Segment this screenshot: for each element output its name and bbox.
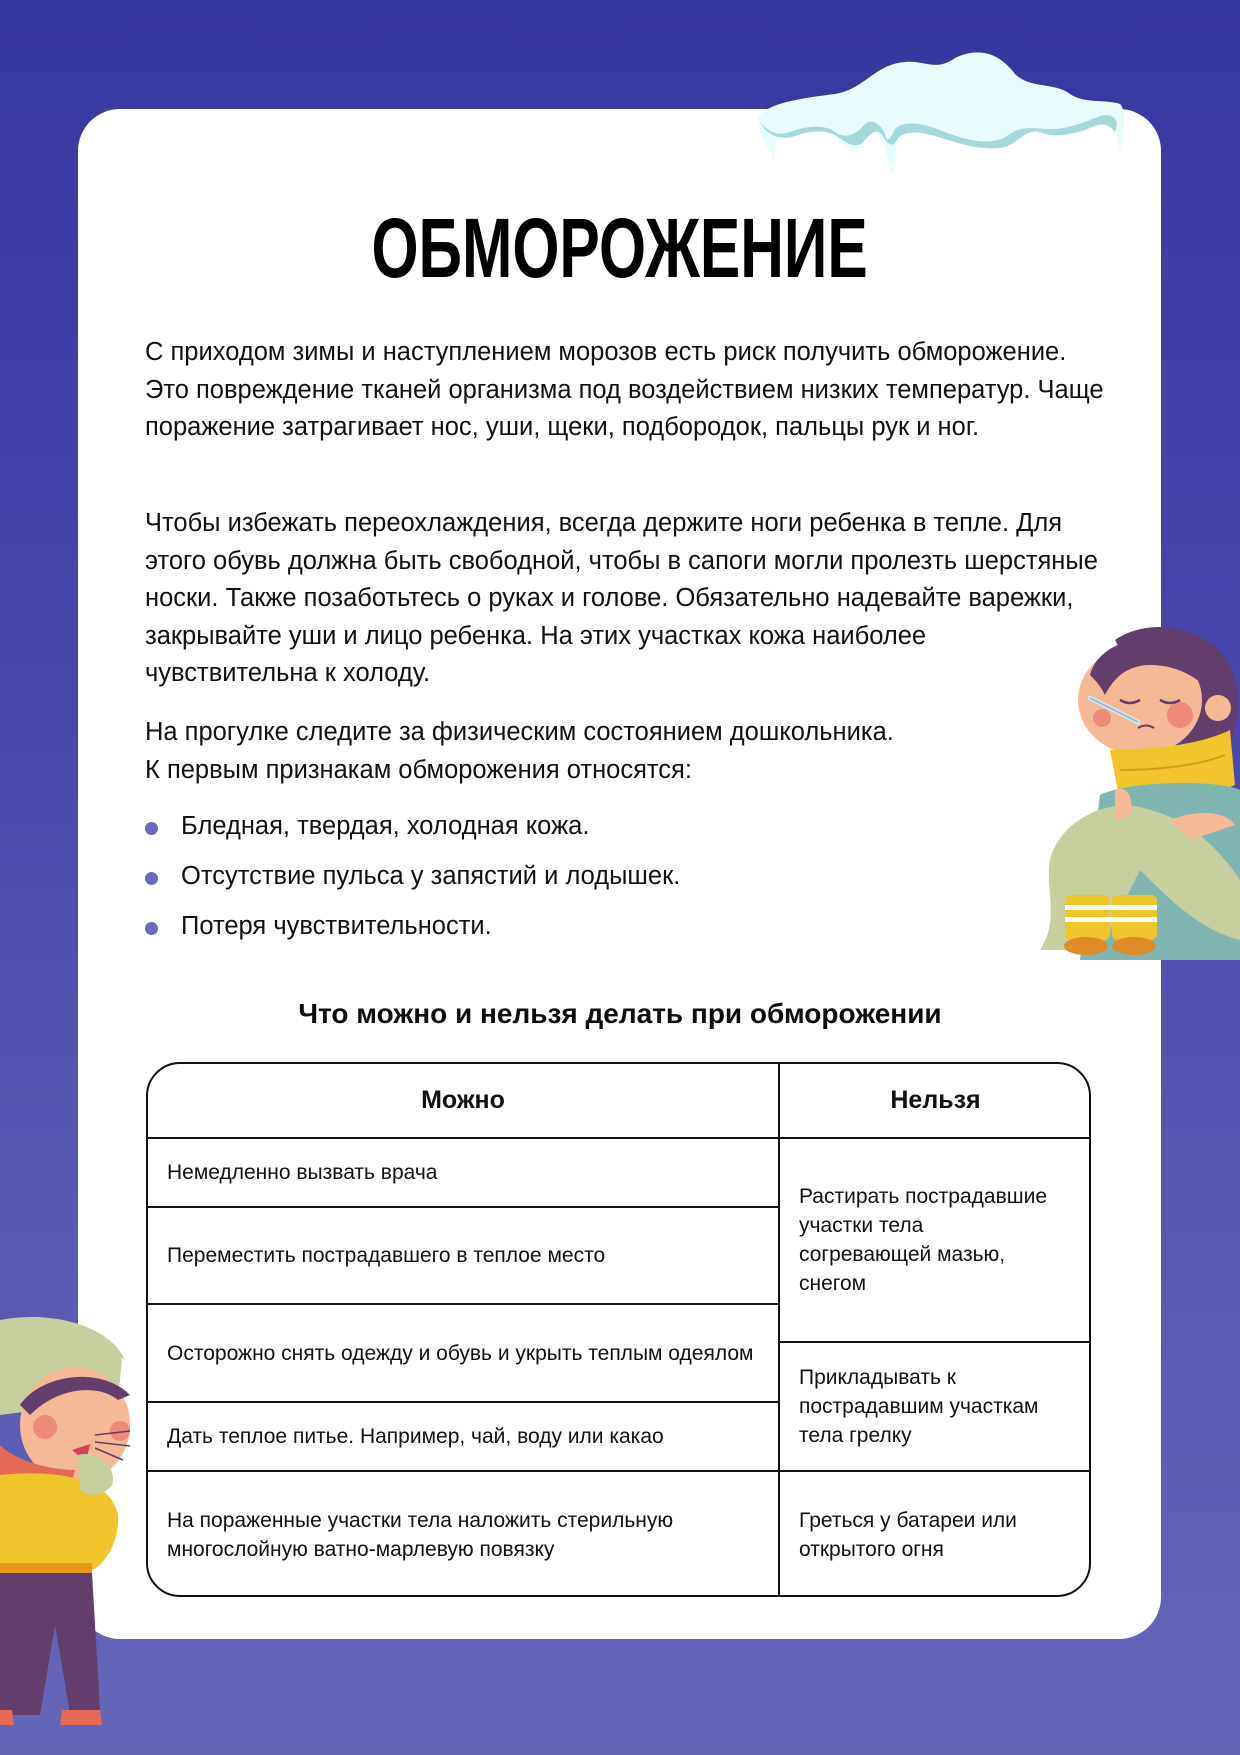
coughing-boy-illustration-icon xyxy=(0,1305,150,1755)
header-can: Можно xyxy=(421,1086,505,1114)
bullet-dot-icon xyxy=(145,922,158,935)
table-cell-cannot: Растирать пострадавшие участки тела согревающей мазью, снегом xyxy=(799,1185,1048,1295)
paragraph-symptoms-intro xyxy=(145,714,1105,789)
paragraph-intro: С приходом зимы и наступлением морозов есть риск получить обморожение. Это повреждение тканей организма под воздействием низких температур. Чаще поражение затрагивает нос, уши, щеки, подбородок, пальцы рук и ног. xyxy=(145,338,1104,442)
header-cannot: Нельзя xyxy=(890,1086,981,1114)
table-cell-cannot: Прикладывать к пострадавшим участкам тела грелку xyxy=(799,1366,1039,1447)
page-title: ОБМОРОЖЕНИЕ xyxy=(371,201,869,295)
title-container xyxy=(0,200,1240,296)
symptom-text: Отсутствие пульса у запястий и лодышек. xyxy=(181,862,681,890)
list-item xyxy=(145,858,1045,908)
table-cell-can: Осторожно снять одежду и обувь и укрыть теплым одеялом xyxy=(167,1341,754,1365)
snow-cap-icon xyxy=(755,44,1127,174)
table-cell-cannot: Греться у батареи или открытого огня xyxy=(799,1508,1017,1561)
paragraph-prevention: Чтобы избежать переохлаждения, всегда держите ноги ребенка в тепле. Для этого обувь должна быть свободной, чтобы в сапоги могли пролезть шерстяные носки. Также позаботьтесь о руках и голове. Обязательно надевайте варежки, закрывайте уши и лицо ребенка. На этих участках кожа наиболее чувствительна к холоду. xyxy=(145,509,1098,688)
list-item xyxy=(145,908,1045,958)
bullet-dot-icon xyxy=(145,822,158,835)
table-cell-can: Немедленно вызвать врача xyxy=(167,1161,438,1184)
list-item xyxy=(145,808,1045,858)
do-dont-table xyxy=(146,1062,1091,1597)
symptoms-list xyxy=(145,808,1045,958)
table-title: Что можно и нельзя делать при обморожении xyxy=(298,998,942,1029)
sick-girl-illustration-icon xyxy=(1020,620,1240,960)
symptoms-intro-line1: На прогулке следите за физическим состоянием дошкольника. xyxy=(145,718,894,746)
table-cell-can: Дать теплое питье. Например, чай, воду или какао xyxy=(167,1425,664,1448)
bullet-dot-icon xyxy=(145,872,158,885)
table-cell-can: Переместить пострадавшего в теплое место xyxy=(167,1244,606,1267)
symptom-text: Потеря чувствительности. xyxy=(181,912,492,940)
table-cell-can: На пораженные участки тела наложить стерильную многослойную ватно-марлевую повязку xyxy=(167,1508,674,1561)
symptoms-intro-line2: К первым признакам обморожения относятся: xyxy=(145,755,692,784)
symptom-text: Бледная, твердая, холодная кожа. xyxy=(181,812,590,840)
